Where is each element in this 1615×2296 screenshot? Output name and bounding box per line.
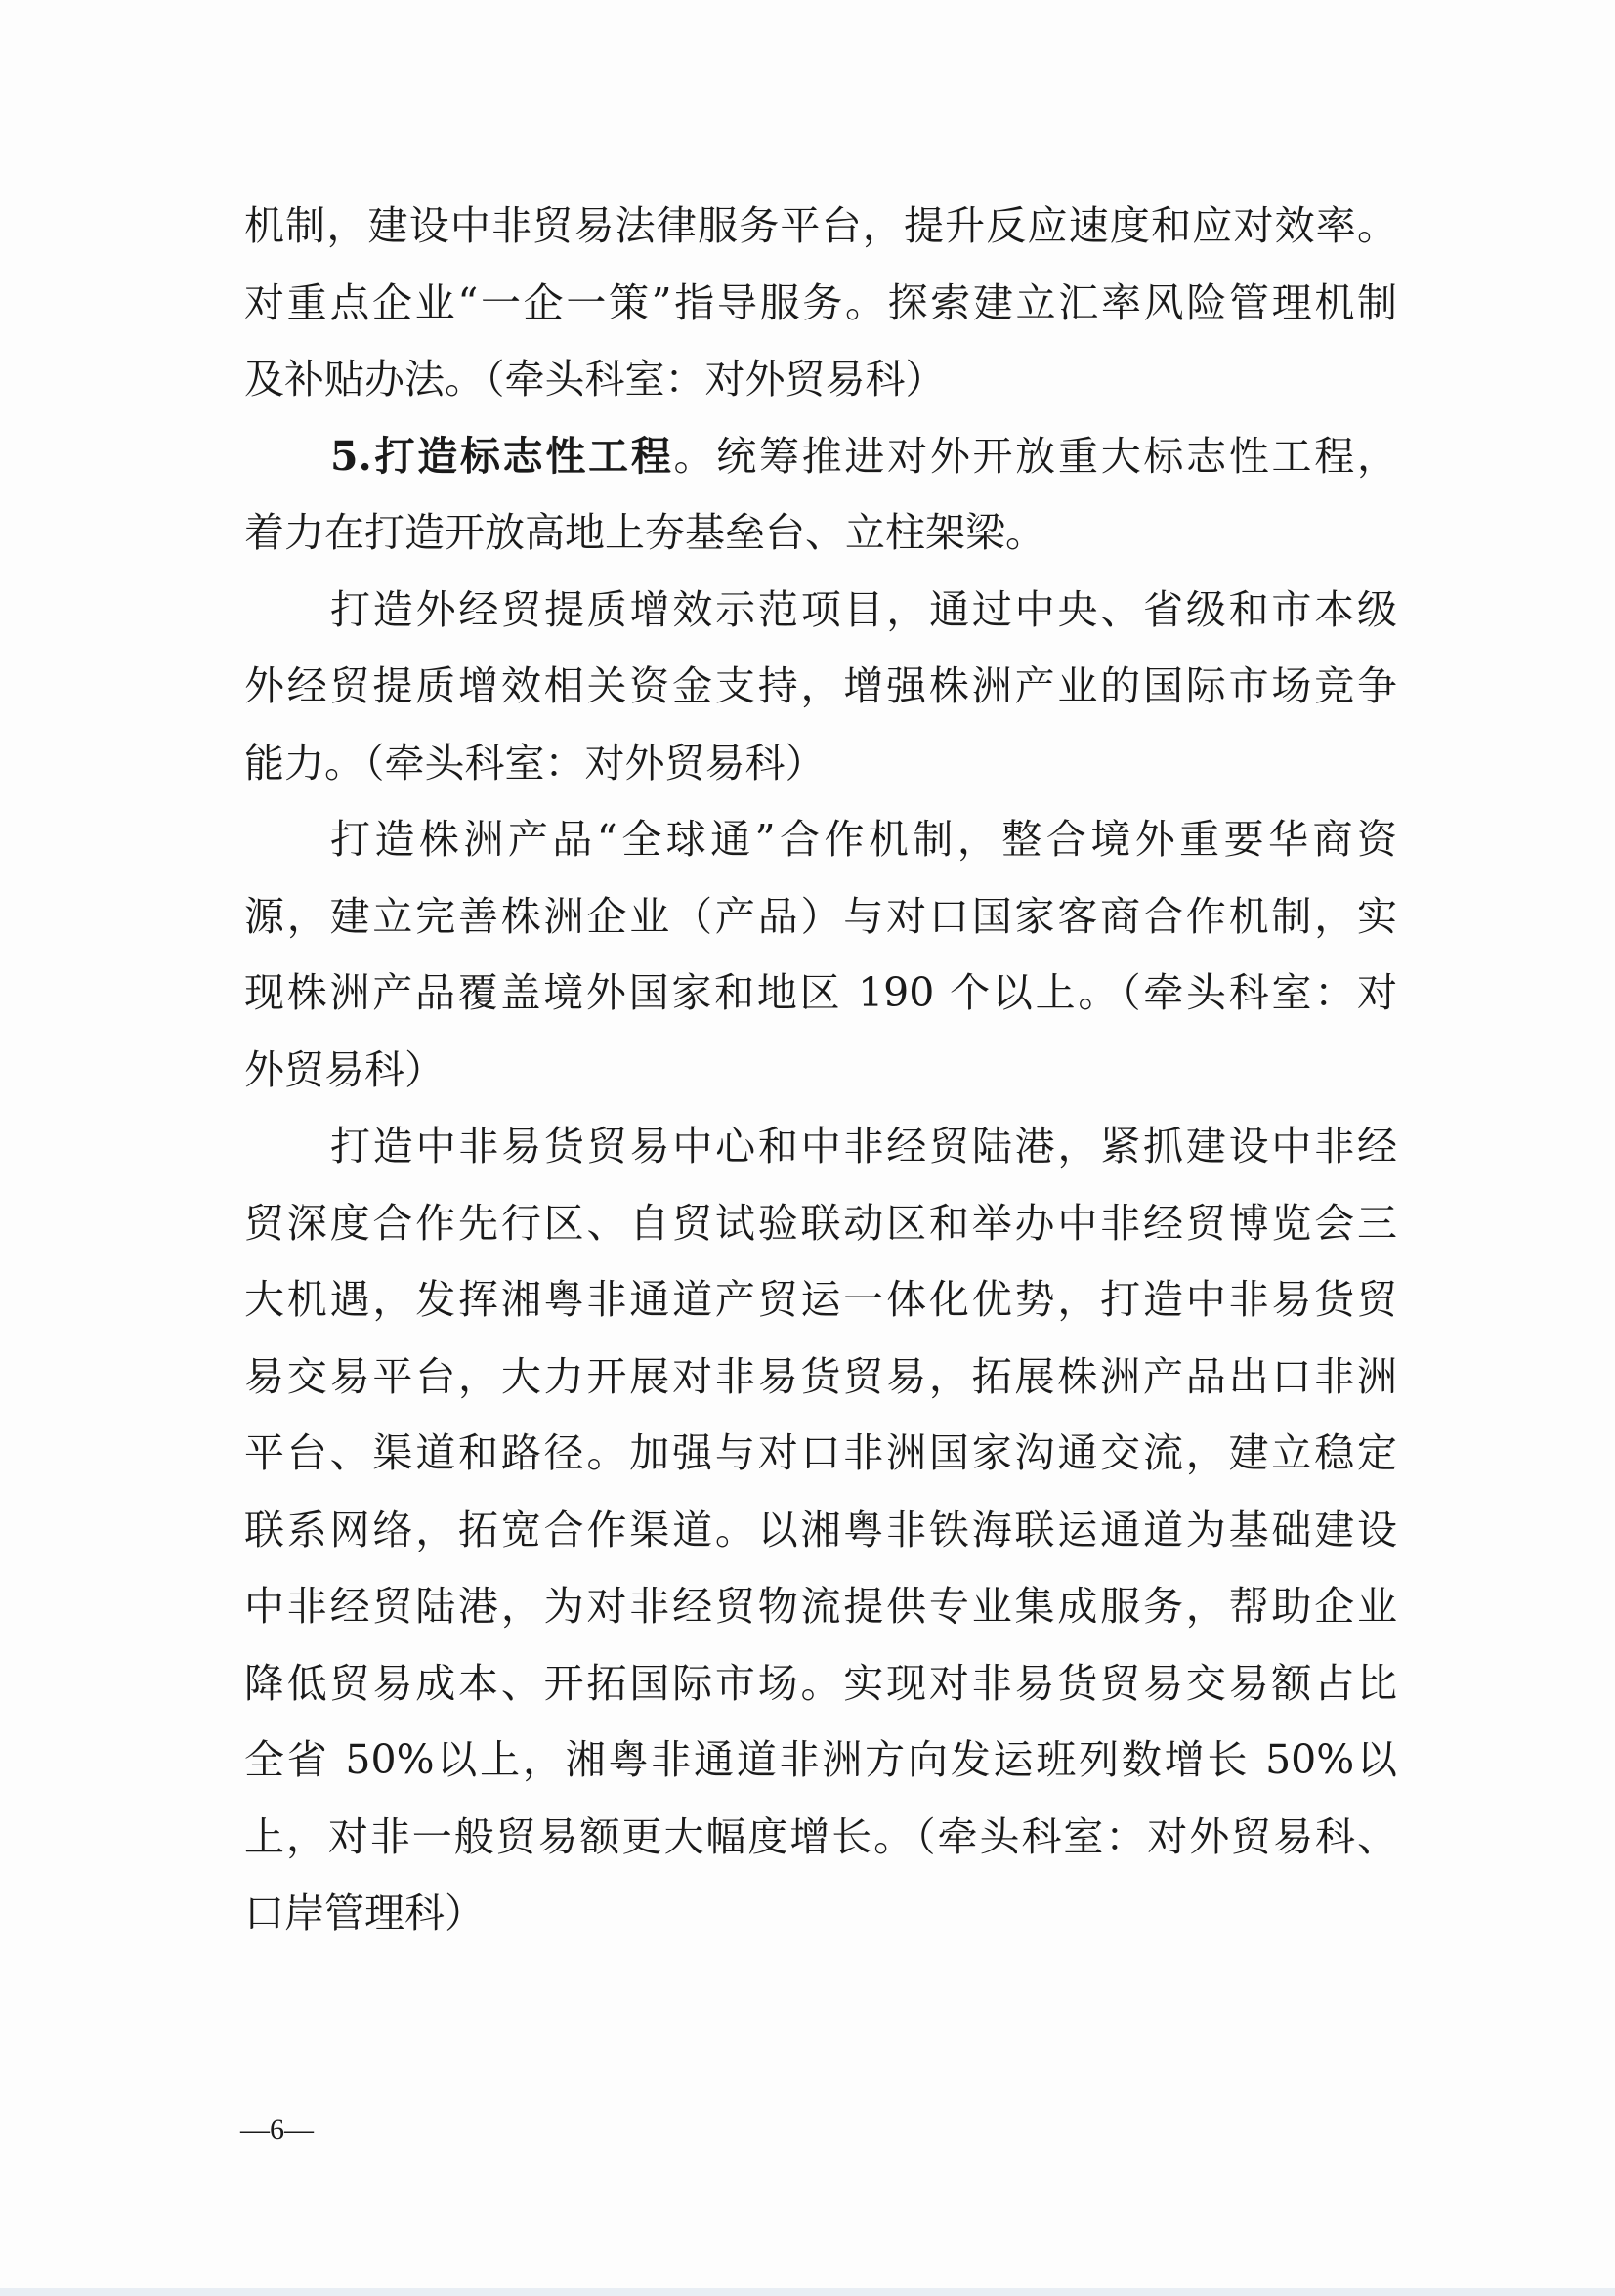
text-line: 口岸管理科） [244,1890,485,1936]
text-line: 及补贴办法。（牵头科室：对外贸易科） [244,356,946,403]
text-line: 打造株洲产品“全球通”合作机制，整合境外重要华商资 [330,816,1397,863]
text-line: 上，对非一般贸易额更大幅度增长。（牵头科室：对外贸易科、 [244,1812,1397,1860]
paragraph-5 [244,1108,1397,1952]
text-line: 源，建立完善株洲企业（产品）与对口国家客商合作机制，实 [244,892,1397,940]
section-heading: 5.打造标志性工程 [330,432,674,480]
text-line: 中非经贸陆港，为对非经贸物流提供专业集成服务，帮助企业 [244,1583,1397,1630]
text-line: 外贸易科） [244,1045,445,1093]
text-line [244,418,1397,495]
text-line: 现株洲产品覆盖境外国家和地区 190 个以上。（牵头科室：对 [244,969,1397,1016]
text-line: 外经贸提质增效相关资金支持，增强株洲产业的国际市场竞争 [244,662,1397,709]
text-line: 易交易平台，大力开展对非易货贸易，拓展株洲产品出口非洲 [244,1352,1397,1400]
document-body [244,188,1397,1952]
text-line: 对重点企业“一企一策”指导服务。探索建立汇率风险管理机制 [244,278,1397,326]
page-number: —6— [240,2113,314,2146]
text-line: 大机遇，发挥湘粤非通道产贸运一体化优势，打造中非易货贸 [244,1276,1397,1323]
text-line: 全省 50%以上，湘粤非通道非洲方向发运班列数增长 50%以 [244,1736,1397,1783]
text-line: 打造外经贸提质增效示范项目，通过中央、省级和市本级 [330,585,1397,633]
text-line: 能力。（牵头科室：对外贸易科） [244,739,826,787]
text-line: 机制，建设中非贸易法律服务平台，提升反应速度和应对效率。 [244,202,1397,249]
heading-continuation: 。统筹推进对外开放重大标志性工程， [673,432,1397,480]
paragraph-2 [244,418,1397,572]
scan-edge [0,2288,1615,2296]
text-line: 降低贸易成本、开拓国际市场。实现对非易货贸易交易额占比 [244,1659,1397,1707]
text-line: 贸深度合作先行区、自贸试验联动区和举办中非经贸博览会三 [244,1199,1397,1247]
text-line: 着力在打造开放高地上夯基垒台、立柱架梁。 [244,509,1045,556]
paragraph-4 [244,801,1397,1108]
paragraph-1 [244,188,1397,418]
text-line: 平台、渠道和路径。加强与对口非洲国家沟通交流，建立稳定 [244,1429,1397,1476]
text-line: 联系网络，拓宽合作渠道。以湘粤非铁海联运通道为基础建设 [244,1506,1397,1553]
paragraph-3 [244,572,1397,802]
text-line: 打造中非易货贸易中心和中非经贸陆港，紧抓建设中非经 [330,1123,1397,1169]
